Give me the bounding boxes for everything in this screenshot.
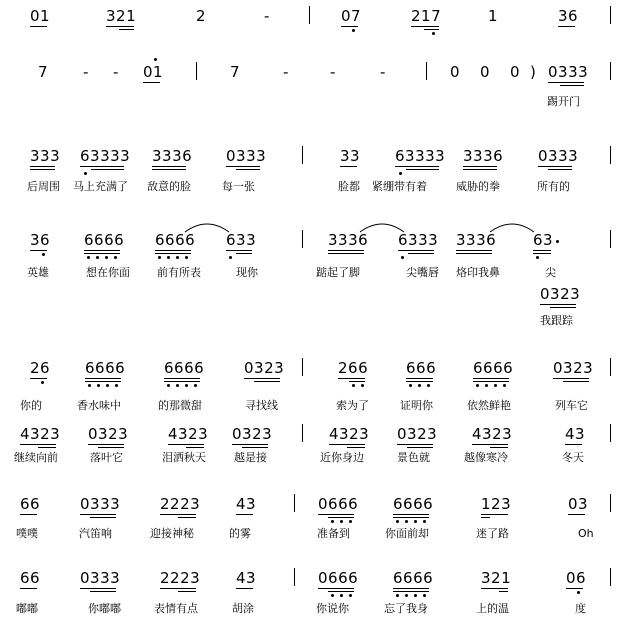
octave-dot	[331, 594, 334, 597]
beam-underline	[106, 26, 134, 27]
beam-underline	[30, 250, 47, 251]
barline	[610, 146, 611, 164]
note: 4323	[20, 425, 61, 443]
beam-underline	[481, 514, 508, 515]
lyric: 马上充满了	[73, 180, 128, 193]
beam-underline	[565, 444, 582, 445]
beam-underline	[340, 166, 357, 167]
octave-dot	[185, 256, 188, 259]
octave-dot	[401, 256, 404, 259]
octave-dot	[194, 384, 197, 387]
octave-dot	[42, 253, 45, 256]
lyric: 前有所表	[157, 266, 201, 279]
beam-underline	[397, 444, 433, 445]
beam-underline	[548, 82, 584, 83]
octave-dot	[414, 594, 417, 597]
barline	[294, 568, 295, 586]
lyric: 度	[575, 602, 586, 615]
note-r2-4: 01	[143, 63, 164, 81]
note-r2-5: 7	[230, 63, 241, 81]
beam-underline	[566, 588, 583, 589]
octave-dot	[396, 520, 399, 523]
note: 06	[566, 569, 587, 587]
lyric: 证明你	[400, 399, 433, 412]
octave-dot	[418, 384, 421, 387]
tie-slur	[490, 220, 535, 234]
beam-underline	[533, 253, 551, 254]
lyric: 踮起了脚	[316, 266, 360, 279]
beam-underline	[406, 169, 439, 170]
note: 2223	[160, 495, 201, 513]
beam-underline	[186, 447, 204, 448]
beam-underline	[244, 378, 280, 379]
barline	[610, 6, 611, 24]
octave-dot	[423, 520, 426, 523]
beam-underline	[481, 588, 508, 589]
beam-underline	[91, 169, 124, 170]
note: 43	[236, 569, 257, 587]
octave-dot	[340, 594, 343, 597]
octave-dot	[114, 256, 117, 259]
beam-underline	[406, 381, 433, 382]
lyric: 嘟嘟	[16, 602, 38, 615]
beam-underline	[533, 250, 551, 251]
note-r2-10: 0	[480, 63, 491, 81]
note: 33	[340, 147, 361, 165]
note-r2-3: -	[113, 63, 119, 81]
barline	[610, 568, 611, 586]
octave-dot	[349, 520, 352, 523]
lyric: 冬天	[562, 451, 584, 464]
note-r2-11: 0	[510, 63, 521, 81]
barline	[610, 358, 611, 376]
beam-underline	[349, 381, 365, 382]
octave-dot	[405, 520, 408, 523]
lyric: 威胁的拳	[456, 180, 500, 193]
note: 0333	[226, 147, 267, 165]
beam-underline	[408, 253, 434, 254]
note-r1-2: 321	[106, 7, 137, 25]
octave-dot	[176, 384, 179, 387]
beam-underline	[155, 250, 191, 251]
note-r2-12: )	[530, 63, 537, 81]
beam-underline	[152, 166, 186, 167]
beam-underline	[85, 381, 121, 382]
note-r2-6: -	[283, 63, 289, 81]
beam-underline	[178, 517, 196, 518]
barline	[302, 424, 303, 442]
note: 36	[30, 231, 51, 249]
beam-underline	[20, 514, 37, 515]
beam-underline	[30, 26, 47, 27]
beam-underline	[164, 378, 200, 379]
octave-dot	[414, 520, 417, 523]
note: 0333	[80, 569, 121, 587]
octave-dot	[41, 381, 44, 384]
beam-underline	[393, 588, 429, 589]
octave-dot	[331, 520, 334, 523]
beam-underline	[20, 588, 37, 589]
lyric: 近你身边	[320, 451, 364, 464]
barline	[302, 358, 303, 376]
note-r1-5: 07	[341, 7, 362, 25]
note-r1-7: 1	[488, 7, 499, 25]
beam-underline	[398, 250, 434, 251]
lyric: 你说你	[316, 602, 349, 615]
note: 266	[338, 359, 369, 377]
octave-dot	[105, 256, 108, 259]
octave-dot	[154, 58, 157, 61]
beam-underline	[560, 85, 584, 86]
lyric: 你的	[20, 399, 42, 412]
beam-underline	[226, 250, 252, 251]
barline	[610, 494, 611, 512]
barline	[610, 424, 611, 442]
barline	[610, 230, 611, 248]
beam-underline	[550, 307, 576, 308]
lyric: 列车它	[555, 399, 588, 412]
note: 6666	[393, 569, 434, 587]
lyric: 表情有点	[154, 602, 198, 615]
lyric: 尖	[545, 266, 556, 279]
beam-underline	[563, 381, 589, 382]
lyric: 的那微甜	[158, 399, 202, 412]
note: 3336	[328, 231, 369, 249]
beam-underline	[236, 514, 253, 515]
beam-underline	[341, 26, 358, 27]
lyric: 现你	[236, 266, 258, 279]
note: 03	[568, 495, 589, 513]
beam-underline	[338, 378, 365, 379]
lyric: 迷了路	[476, 527, 509, 540]
beam-underline	[558, 26, 575, 27]
octave-dot	[158, 256, 161, 259]
beam-underline	[329, 444, 365, 445]
lyric: 上的温	[476, 602, 509, 615]
octave-dot	[84, 172, 87, 175]
octave-dot	[399, 172, 402, 175]
note: 3336	[456, 231, 497, 249]
octave-dot	[185, 384, 188, 387]
note: 66	[20, 569, 41, 587]
lyric: 尖嘴唇	[406, 266, 439, 279]
note-r1-8: 36	[558, 7, 579, 25]
beam-underline	[393, 591, 429, 592]
octave-dot	[396, 594, 399, 597]
note: 0323	[88, 425, 129, 443]
beam-underline	[168, 444, 204, 445]
lyric: 迎接神秘	[150, 527, 194, 540]
note: 6333	[398, 231, 439, 249]
lyric: Oh	[578, 527, 594, 540]
note-r1-3: 2	[196, 7, 207, 25]
octave-dot	[340, 520, 343, 523]
beam-underline	[90, 517, 116, 518]
beam-underline	[30, 378, 47, 379]
octave-dot	[96, 256, 99, 259]
beam-underline	[236, 169, 260, 170]
beam-underline	[160, 588, 196, 589]
beam-underline	[393, 517, 429, 518]
beam-underline	[98, 447, 124, 448]
beam-underline	[347, 447, 365, 448]
octave-dot	[88, 384, 91, 387]
octave-dot	[409, 384, 412, 387]
lyric: 脸都	[338, 180, 360, 193]
note: 0323	[540, 285, 581, 303]
note: 4323	[472, 425, 513, 443]
lyric: 继续向前	[14, 451, 58, 464]
note: 63	[533, 231, 554, 249]
beam-underline	[490, 447, 508, 448]
note: 666	[406, 359, 437, 377]
note: 6666	[85, 359, 126, 377]
note-r2-7: -	[330, 63, 336, 81]
note: 43	[565, 425, 586, 443]
lyric: 香水味中	[77, 399, 121, 412]
beam-underline	[226, 166, 260, 167]
barline	[302, 230, 303, 248]
lyric: 汽笛响	[79, 527, 112, 540]
note: 2223	[160, 569, 201, 587]
beam-underline	[80, 166, 124, 167]
beam-underline	[90, 591, 116, 592]
note: 3336	[463, 147, 504, 165]
note: 43	[236, 495, 257, 513]
note-r1-4: -	[264, 7, 270, 25]
beam-underline	[553, 378, 589, 379]
note-r1-1: 01	[30, 7, 51, 25]
note: 0333	[538, 147, 579, 165]
beam-underline	[236, 253, 252, 254]
lyric: 的雾	[229, 527, 251, 540]
octave-dot	[556, 240, 559, 243]
lyric: 索为了	[336, 399, 369, 412]
note: 4323	[329, 425, 370, 443]
octave-dot	[229, 256, 232, 259]
lyric: 我跟踪	[540, 314, 573, 327]
note: 123	[481, 495, 512, 513]
beam-underline	[84, 250, 120, 251]
beam-underline	[20, 444, 56, 445]
lyric: 胡涂	[232, 602, 254, 615]
note-r2-2: -	[83, 63, 89, 81]
beam-underline	[328, 591, 354, 592]
lyric: 泪洒秋天	[162, 451, 206, 464]
beam-underline	[463, 169, 497, 170]
barline	[294, 494, 295, 512]
note: 3336	[152, 147, 193, 165]
beam-underline	[395, 166, 439, 167]
note: 0323	[244, 359, 285, 377]
note-r2-1: 7	[38, 63, 49, 81]
beam-underline	[88, 444, 124, 445]
note: 333	[30, 147, 61, 165]
octave-dot	[476, 384, 479, 387]
barline	[302, 146, 303, 164]
octave-dot	[536, 256, 539, 259]
beam-underline	[236, 588, 253, 589]
beam-underline	[30, 169, 55, 170]
lyric: 敌意的脸	[147, 180, 191, 193]
lyric: 想在你面	[86, 266, 130, 279]
lyric: 落叶它	[90, 451, 123, 464]
note: 0333	[80, 495, 121, 513]
beam-underline	[30, 166, 55, 167]
octave-dot	[485, 384, 488, 387]
note: 6666	[393, 495, 434, 513]
note: 6666	[164, 359, 205, 377]
beam-underline	[328, 250, 364, 251]
octave-dot	[494, 384, 497, 387]
octave-dot	[106, 384, 109, 387]
octave-dot	[423, 594, 426, 597]
lyric: 后周围	[27, 180, 60, 193]
beam-underline	[393, 514, 429, 515]
note: 633	[226, 231, 257, 249]
beam-underline	[80, 514, 116, 515]
beam-underline	[407, 447, 433, 448]
beam-underline	[499, 591, 508, 592]
octave-dot	[405, 594, 408, 597]
beam-underline	[232, 444, 268, 445]
beam-underline	[540, 304, 576, 305]
lyric: 英雄	[27, 266, 49, 279]
note: 6666	[155, 231, 196, 249]
octave-dot	[352, 384, 355, 387]
note: 26	[30, 359, 51, 377]
beam-underline	[548, 169, 572, 170]
beam-underline	[473, 381, 509, 382]
octave-dot	[87, 256, 90, 259]
note-r2-13: 0333	[548, 63, 589, 81]
beam-underline	[119, 29, 134, 30]
beam-underline	[456, 250, 492, 251]
lyric: 你嘟嘟	[88, 602, 121, 615]
beam-underline	[456, 253, 492, 254]
beam-underline	[481, 517, 490, 518]
note-r2-9: 0	[450, 63, 461, 81]
beam-underline	[84, 253, 120, 254]
note: 63333	[395, 147, 446, 165]
lyric: 所有的	[537, 180, 570, 193]
note-r1-6: 217	[411, 7, 442, 25]
beam-underline	[318, 588, 354, 589]
tie-slur	[185, 220, 230, 234]
note: 321	[481, 569, 512, 587]
beam-underline	[568, 514, 585, 515]
octave-dot	[427, 384, 430, 387]
note-r2-8: -	[380, 63, 386, 81]
lyric: 噗噗	[16, 527, 38, 540]
octave-dot	[432, 32, 435, 35]
beam-underline	[242, 447, 268, 448]
lyric: 踢开门	[547, 95, 580, 108]
note: 66	[20, 495, 41, 513]
beam-underline	[318, 514, 354, 515]
beam-underline	[160, 514, 196, 515]
beam-underline	[328, 517, 354, 518]
note: 4323	[168, 425, 209, 443]
beam-underline	[473, 378, 509, 379]
lyric: 景色就	[397, 451, 430, 464]
beam-underline	[80, 588, 116, 589]
barline	[309, 6, 310, 24]
octave-dot	[349, 594, 352, 597]
beam-underline	[164, 381, 200, 382]
beam-underline	[472, 444, 508, 445]
note: 0666	[318, 495, 359, 513]
note: 63333	[80, 147, 131, 165]
beam-underline	[538, 166, 572, 167]
lyric: 依然鲜艳	[467, 399, 511, 412]
lyric: 每一张	[222, 180, 255, 193]
beam-underline	[411, 26, 439, 27]
beam-underline	[328, 253, 364, 254]
beam-underline	[178, 591, 196, 592]
lyric: 越像寒冷	[464, 451, 508, 464]
octave-dot	[176, 256, 179, 259]
beam-underline	[254, 381, 280, 382]
lyric: 越是接	[234, 451, 267, 464]
note: 6666	[473, 359, 514, 377]
beam-underline	[424, 29, 439, 30]
lyric: 烙印我鼻	[456, 266, 500, 279]
note: 0323	[397, 425, 438, 443]
octave-dot	[503, 384, 506, 387]
beam-underline	[155, 253, 191, 254]
beam-underline	[406, 378, 433, 379]
octave-dot	[361, 384, 364, 387]
octave-dot	[577, 591, 580, 594]
beam-underline	[38, 447, 56, 448]
lyric: 紧绷带有着	[372, 180, 427, 193]
barline	[196, 62, 197, 80]
beam-underline	[143, 82, 160, 83]
barline	[426, 62, 427, 80]
lyric: 准备到	[317, 527, 350, 540]
octave-dot	[352, 29, 355, 32]
octave-dot	[167, 384, 170, 387]
octave-dot	[115, 384, 118, 387]
note: 0323	[553, 359, 594, 377]
note: 0666	[318, 569, 359, 587]
octave-dot	[97, 384, 100, 387]
beam-underline	[463, 166, 497, 167]
lyric: 忘了我身	[384, 602, 428, 615]
note: 6666	[84, 231, 125, 249]
octave-dot	[167, 256, 170, 259]
beam-underline	[152, 169, 186, 170]
lyric: 你面前却	[385, 527, 429, 540]
barline	[610, 62, 611, 80]
note: 0323	[232, 425, 273, 443]
beam-underline	[85, 378, 121, 379]
lyric: 寻找线	[245, 399, 278, 412]
